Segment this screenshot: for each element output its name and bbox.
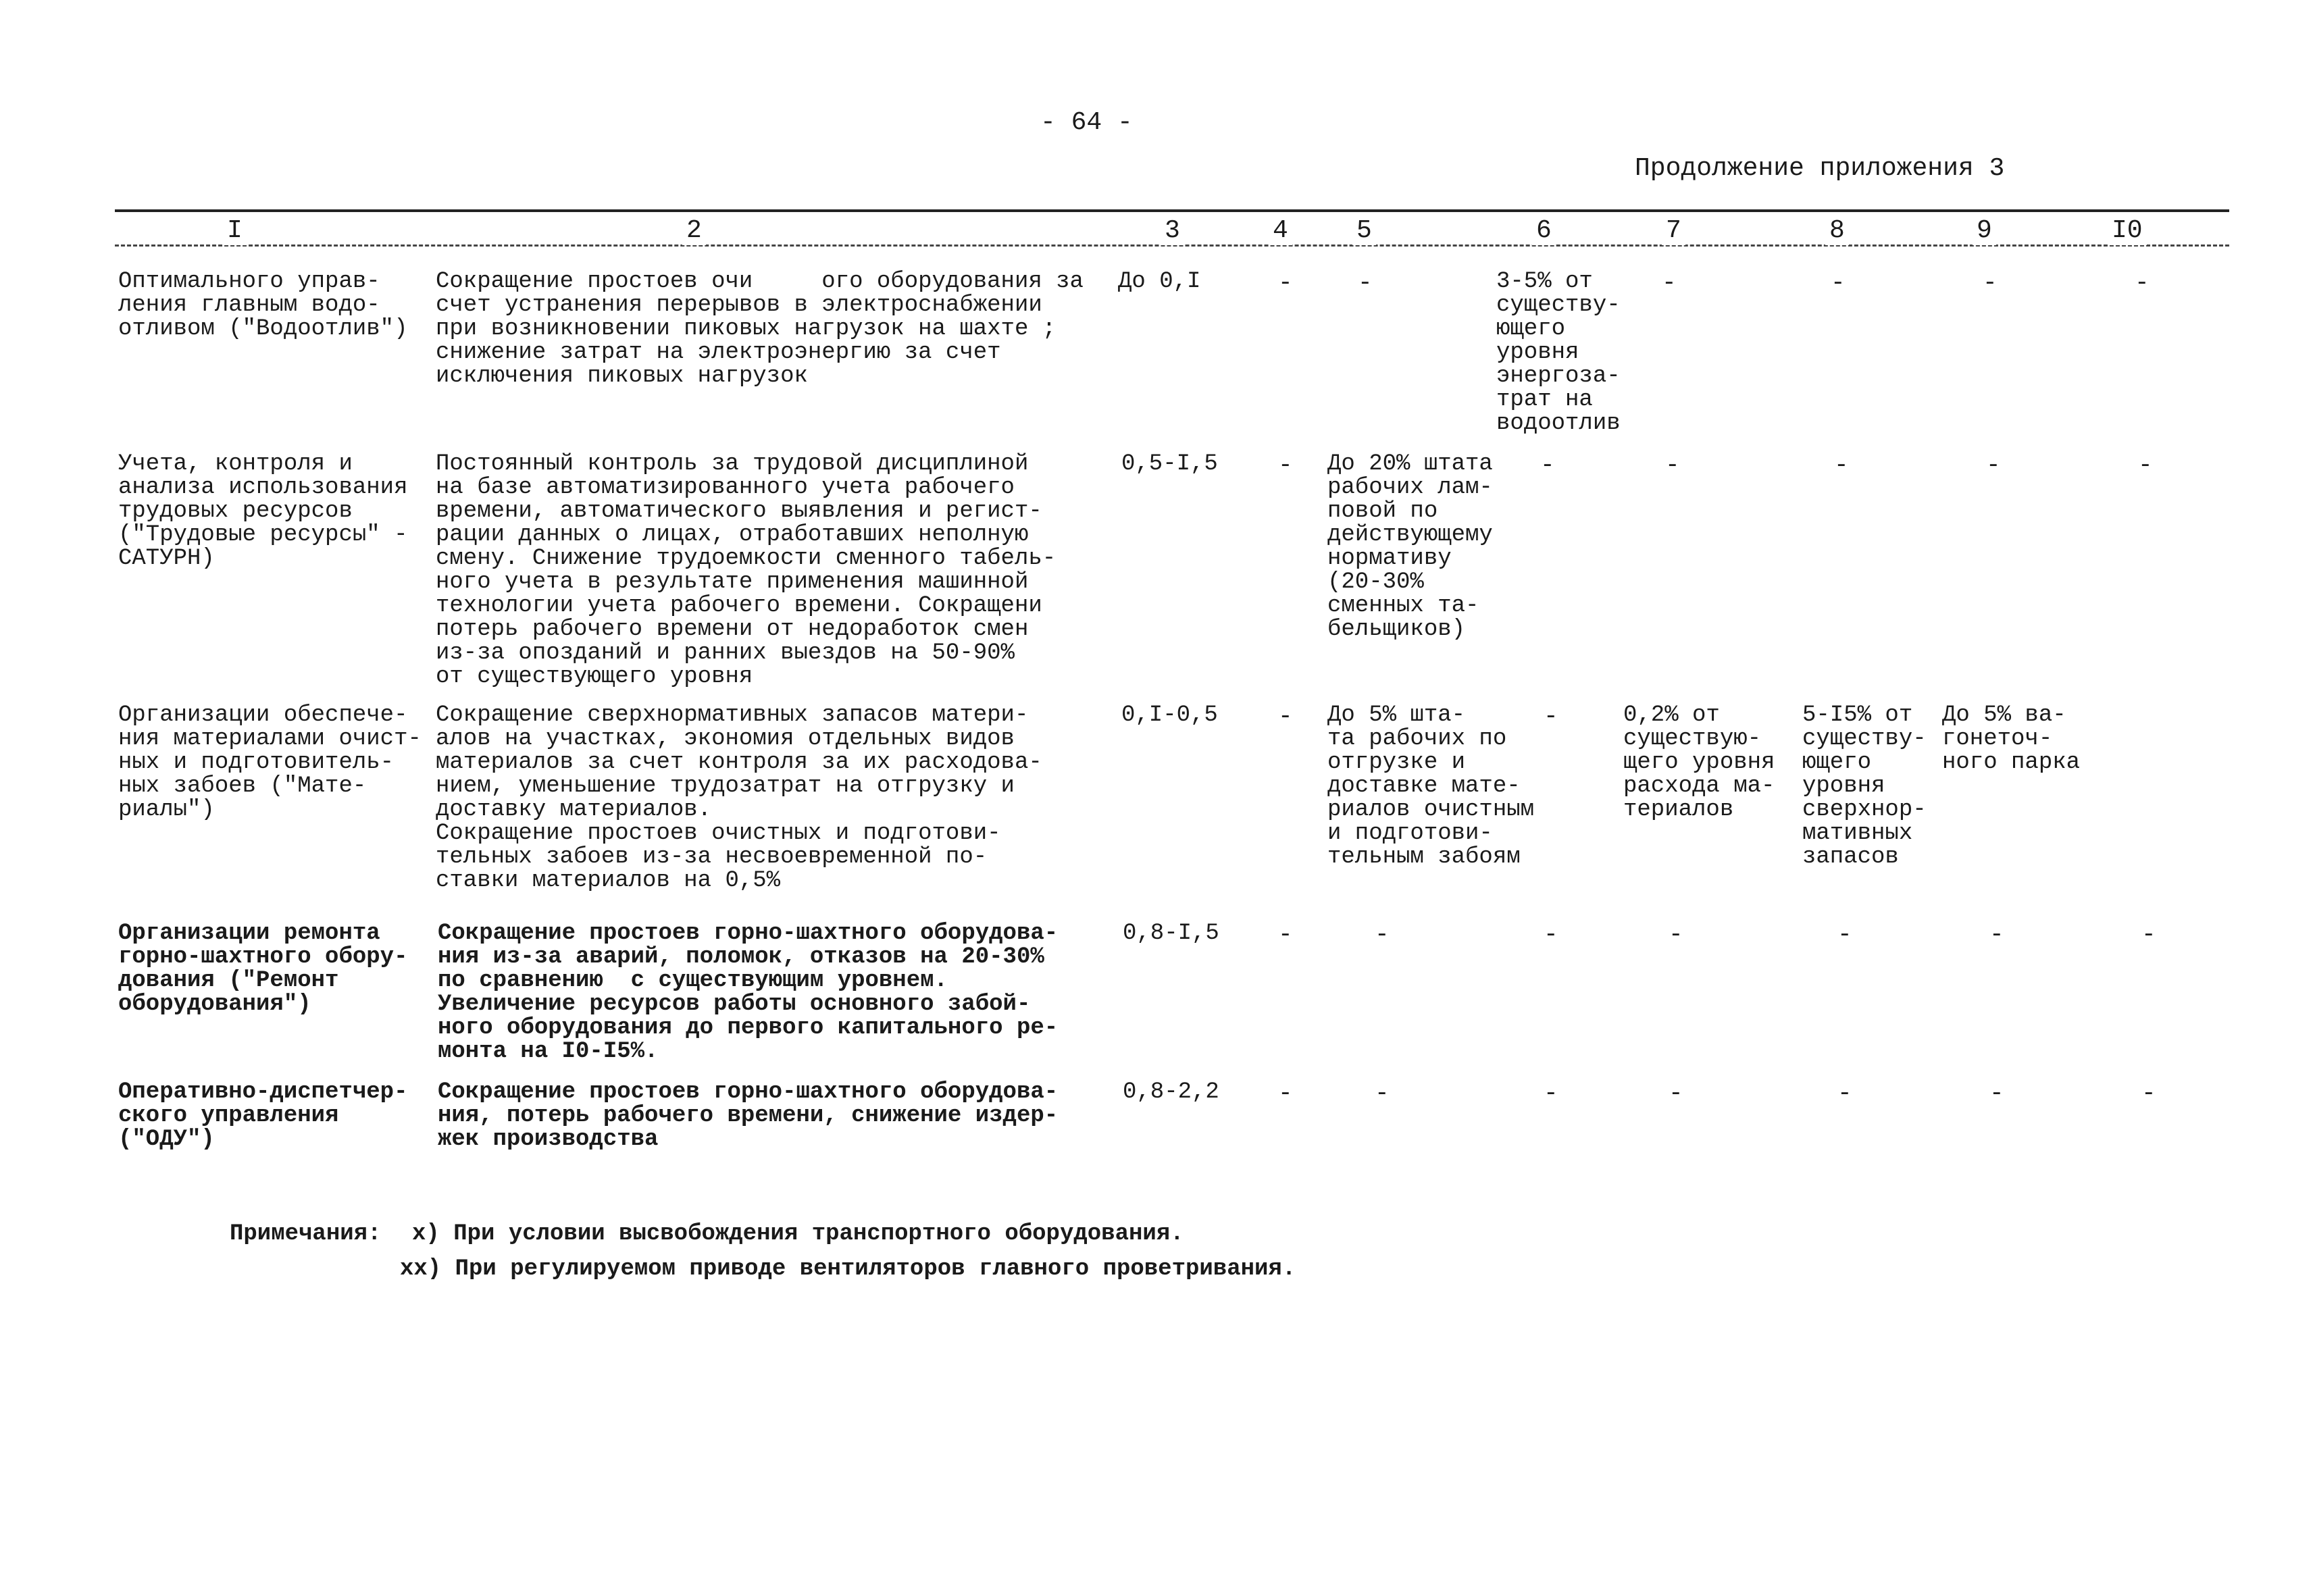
row-col9: - — [1989, 1079, 2004, 1107]
row-col9: - — [1986, 451, 2001, 479]
row-system: Учета, контроля и анализа использования трудовых ресурсов ("Трудовые ресурсы" - САТУРН) — [118, 451, 408, 571]
row-col7: - — [1662, 269, 1677, 297]
row-effect: Постоянный контроль за трудовой дисциплиной на базе автоматизированного учета рабочего времени, автоматического выявления и регист- рации данных о лицах, отработавших неполную смену. Снижение трудоемкости сменного табель- ного учета в результате применения машинной технологии учета рабочего времени. Сокращени потерь рабочего времени от недоработок смен из-за опозданий и ранних выездов на 50-90% от существующего уровня — [436, 451, 1057, 690]
row-effect: Сокращение простоев очи ого оборудования за счет устранения перерывов в электроснабжении при возникновении пиковых нагрузок на шахте ; снижение затрат на электроэнергию за счет исключения пиковых нагрузок — [436, 269, 1084, 389]
row-col7: - — [1669, 921, 1683, 948]
row-col3: 0,5-I,5 — [1121, 451, 1218, 477]
column-number: 7 — [1662, 216, 1685, 245]
row-col4: - — [1278, 269, 1293, 297]
row-col9: - — [1983, 269, 1998, 297]
column-number: 8 — [1825, 216, 1849, 245]
row-col4: - — [1278, 1079, 1293, 1107]
row-col5: - — [1375, 1079, 1390, 1107]
row-col10: - — [2141, 1079, 2156, 1107]
column-number: 2 — [682, 216, 706, 245]
row-col5: - — [1358, 269, 1373, 297]
row-col4: - — [1278, 451, 1293, 479]
note-1: х) При условии высвобождения транспортного оборудования. — [412, 1221, 1184, 1247]
row-col5: - — [1375, 921, 1390, 948]
row-col8: - — [1834, 451, 1849, 479]
row-col3: 0,I-0,5 — [1121, 702, 1218, 728]
row-col3: 0,8-I,5 — [1123, 921, 1219, 946]
continuation-title: Продолжение приложения 3 — [1635, 154, 2005, 183]
row-effect: Сокращение простоев горно-шахтного оборудова- ния, потерь рабочего времени, снижение издер- жек производства — [438, 1079, 1059, 1152]
column-number: I — [223, 216, 247, 245]
row-col6: - — [1540, 451, 1555, 479]
row-effect: Сокращение сверхнормативных запасов матери- алов на участках, экономия отдельных видов материалов за счет контроля за их расходова- нием, уменьшение трудозатрат на отгрузку и доставку материалов. Сокращение простоев очистных и подготови- тельных забоев из-за несвоевременной по- ставки материалов на 0,5% — [436, 702, 1042, 894]
column-number: 3 — [1161, 216, 1184, 245]
row-col9: До 5% ва- гонеточ- ного парка — [1942, 702, 2081, 775]
row-col6: - — [1544, 702, 1558, 730]
page-number: - 64 - — [1040, 108, 1133, 137]
column-number: I0 — [2108, 216, 2147, 245]
row-col8: 5-I5% от существу- ющего уровня сверхнор- мативных запасов — [1802, 702, 1927, 870]
row-col5: До 20% штата рабочих лам- повой по действующему нормативу (20-30% сменных та- бельщиков) — [1327, 451, 1493, 642]
column-number: 6 — [1532, 216, 1556, 245]
row-col8: - — [1837, 1079, 1852, 1107]
row-col10: - — [2141, 921, 2156, 948]
row-col8: - — [1831, 269, 1846, 297]
row-effect: Сокращение простоев горно-шахтного оборудова- ния из-за аварий, поломок, отказов на 20-30% по сравнению с существующим уровнем. Увеличение ресурсов работы основного забой- ного оборудования до первого капитального ре- монта на I0-I5%. — [438, 921, 1059, 1064]
row-col4: - — [1278, 921, 1293, 948]
row-col8: - — [1837, 921, 1852, 948]
row-col3: До 0,I — [1118, 269, 1201, 294]
column-number: 5 — [1352, 216, 1376, 245]
header-rule — [115, 209, 2229, 212]
row-col4: - — [1278, 702, 1293, 730]
row-col10: - — [2135, 269, 2150, 297]
row-system: Организации ремонта горно-шахтного обору- дования ("Ремонт оборудования") — [118, 921, 408, 1017]
row-col10: - — [2138, 451, 2153, 479]
notes-label: Примечания: — [230, 1221, 382, 1247]
row-col7: 0,2% от существую- щего уровня расхода ма- териалов — [1623, 702, 1775, 823]
row-col6: - — [1544, 1079, 1558, 1107]
row-col6: - — [1544, 921, 1558, 948]
row-system: Оперативно-диспетчер- ского управления ("ОДУ") — [118, 1079, 408, 1152]
row-col9: - — [1989, 921, 2004, 948]
column-number: 4 — [1269, 216, 1292, 245]
row-col6: 3-5% от существу- ющего уровня энергоза- трат на водоотлив — [1496, 269, 1621, 436]
column-number: 9 — [1973, 216, 1996, 245]
row-system: Организации обеспече- ния материалами очист- ных и подготовитель- ных забоев ("Мате- риалы") — [118, 702, 422, 823]
row-col5: До 5% шта- та рабочих по отгрузке и доставке мате- риалов очистным и подготови- тельным забоям — [1327, 702, 1535, 870]
note-2: хх) При регулируемом приводе вентиляторов главного проветривания. — [400, 1256, 1296, 1282]
row-col7: - — [1669, 1079, 1683, 1107]
row-system: Оптимального управ- ления главным водо- отливом ("Водоотлив") — [118, 269, 408, 342]
row-col7: - — [1665, 451, 1680, 479]
row-col3: 0,8-2,2 — [1123, 1079, 1219, 1105]
